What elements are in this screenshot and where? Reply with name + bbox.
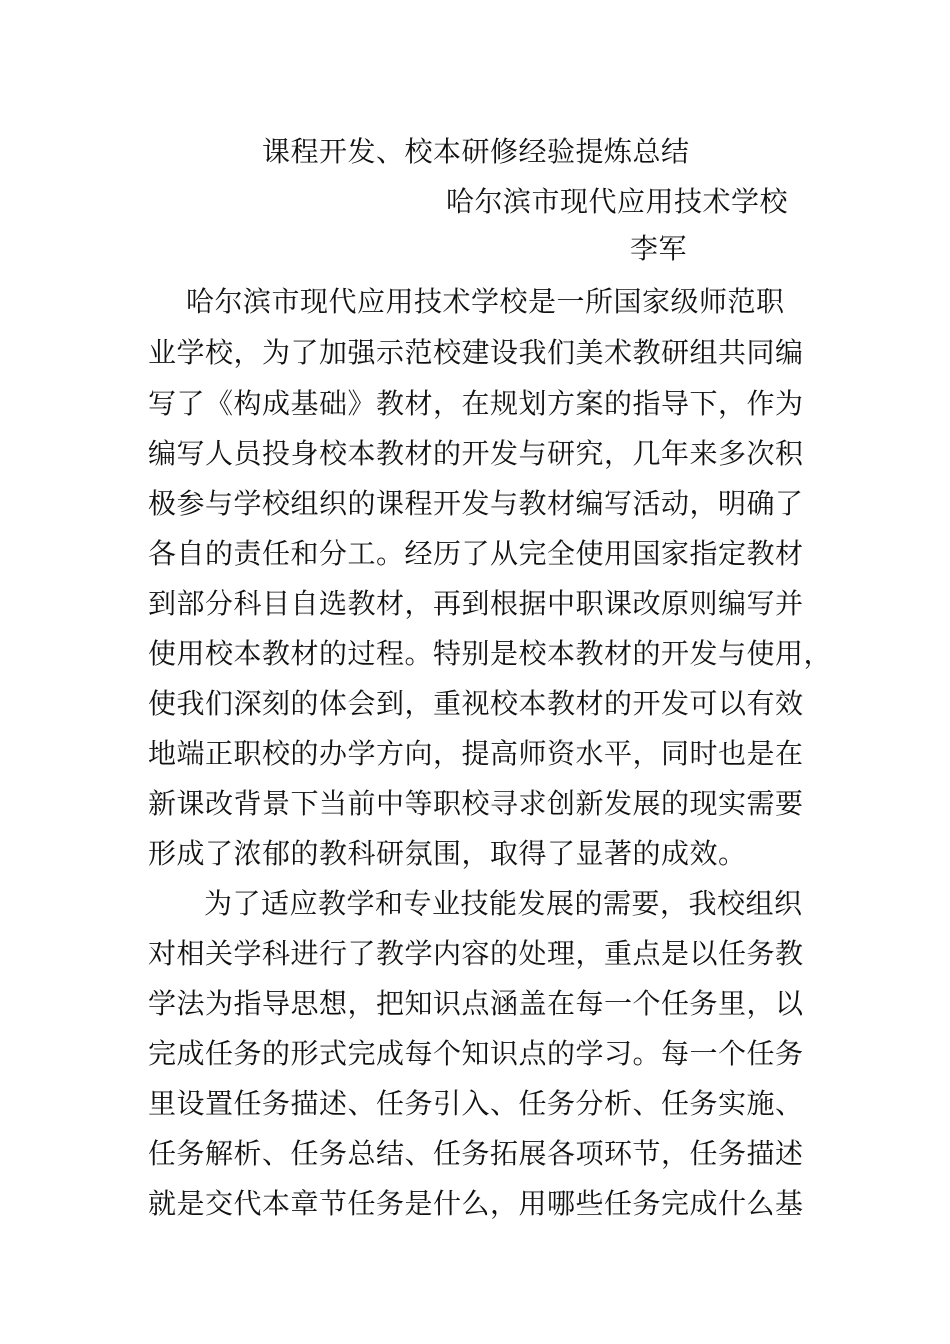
paragraph-2-line: 为了适应教学和专业技能发展的需要，我校组织: [204, 887, 803, 920]
paragraph-1-line: 写了《构成基础》教材，在规划方案的指导下，作为: [148, 387, 804, 420]
paragraph-1-line: 到部分科目自选教材，再到根据中职课改原则编写并: [148, 587, 804, 620]
paragraph-1-line: 形成了浓郁的教科研氛围，取得了显著的成效。: [148, 837, 747, 870]
paragraph-2-line: 学法为指导思想，把知识点涵盖在每一个任务里，以: [148, 987, 804, 1020]
paragraph-1-line: 使用校本教材的过程。特别是校本教材的开发与使用，: [148, 637, 833, 670]
paragraph-2-line: 里设置任务描述、任务引入、任务分析、任务实施、: [148, 1087, 804, 1120]
paragraph-1-line: 业学校，为了加强示范校建设我们美术教研组共同编: [148, 336, 804, 369]
paragraph-2-line: 完成任务的形式完成每个知识点的学习。每一个任务: [148, 1037, 804, 1070]
paragraph-1-line: 各自的责任和分工。经历了从完全使用国家指定教材: [148, 537, 804, 570]
author-name: 李军: [630, 232, 688, 265]
paragraph-1-line: 极参与学校组织的课程开发与教材编写活动，明确了: [148, 487, 804, 520]
paragraph-1-line: 哈尔滨市现代应用技术学校是一所国家级师范职: [186, 285, 785, 318]
paragraph-2-line: 就是交代本章节任务是什么，用哪些任务完成什么基: [148, 1187, 804, 1220]
paragraph-1-line: 编写人员投身校本教材的开发与研究，几年来多次积: [148, 437, 804, 470]
paragraph-1-line: 使我们深刻的体会到，重视校本教材的开发可以有效: [148, 687, 804, 720]
school-name: 哈尔滨市现代应用技术学校: [446, 185, 789, 218]
document-title: 课程开发、校本研修经验提炼总结: [262, 135, 690, 168]
paragraph-2-line: 任务解析、任务总结、任务拓展各项环节，任务描述: [148, 1137, 804, 1170]
paragraph-1-line: 新课改背景下当前中等职校寻求创新发展的现实需要: [148, 787, 804, 820]
paragraph-1-line: 地端正职校的办学方向，提高师资水平，同时也是在: [148, 737, 804, 770]
paragraph-2-line: 对相关学科进行了教学内容的处理，重点是以任务教: [148, 937, 804, 970]
